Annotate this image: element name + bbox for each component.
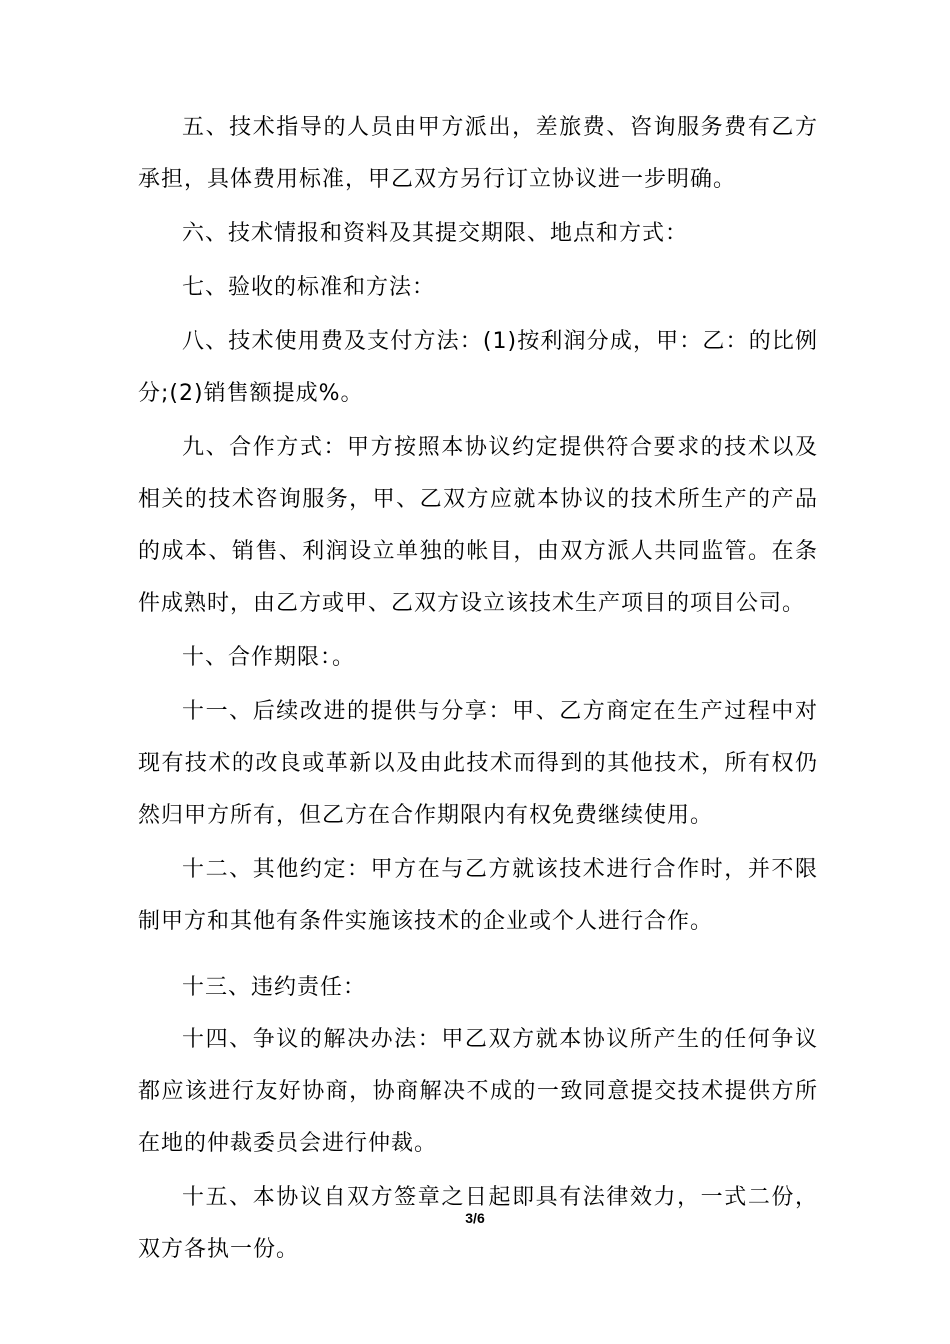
document-body — [138, 102, 818, 1276]
paragraph-10-cooperation-term: 十、合作期限：。 — [182, 645, 356, 670]
paragraph-6-technical-information: 六、技术情报和资料及其提交期限、地点和方式： — [182, 221, 689, 246]
page-number: 3/6 — [465, 1210, 485, 1226]
paragraph-14-dispute-resolution: 十四、争议的解决办法：甲乙双方就本协议所产生的任何争议都应该进行友好协商，协商解决不成的一致同意提交技术提供方所在地的仲裁委员会进行仲裁。 — [138, 1027, 818, 1156]
paragraph-5-technical-guidance: 五、技术指导的人员由甲方派出，差旅费、咨询服务费有乙方承担，具体费用标准，甲乙双方另行订立协议进一步明确。 — [138, 115, 818, 192]
paragraph-15-effectiveness: 十五、本协议自双方签章之日起即具有法律效力，一式二份，双方各执一份。 — [138, 1185, 818, 1262]
paragraph-13-liability: 十三、违约责任： — [182, 975, 367, 1000]
paragraph-12-other-agreements: 十二、其他约定：甲方在与乙方就该技术进行合作时，并不限制甲方和其他有条件实施该技术的企业或个人进行合作。 — [138, 857, 818, 934]
paragraph-7-acceptance: 七、验收的标准和方法： — [182, 275, 436, 300]
paragraph-8-usage-fee: 八、技术使用费及支付方法：(1)按利润分成，甲：乙：的比例分;(2)销售额提成%。 — [138, 329, 818, 406]
paragraph-11-improvements: 十一、后续改进的提供与分享：甲、乙方商定在生产过程中对现有技术的改良或革新以及由此技术而得到的其他技术，所有权仍然归甲方所有，但乙方在合作期限内有权免费继续使用。 — [138, 699, 818, 828]
paragraph-9-cooperation-mode: 九、合作方式：甲方按照本协议约定提供符合要求的技术以及相关的技术咨询服务，甲、乙双方应就本协议的技术所生产的产品的成本、销售、利润设立单独的帐目，由双方派人共同监管。在条件成熟时，由乙方或甲、乙双方设立该技术生产项目的项目公司。 — [138, 435, 818, 616]
